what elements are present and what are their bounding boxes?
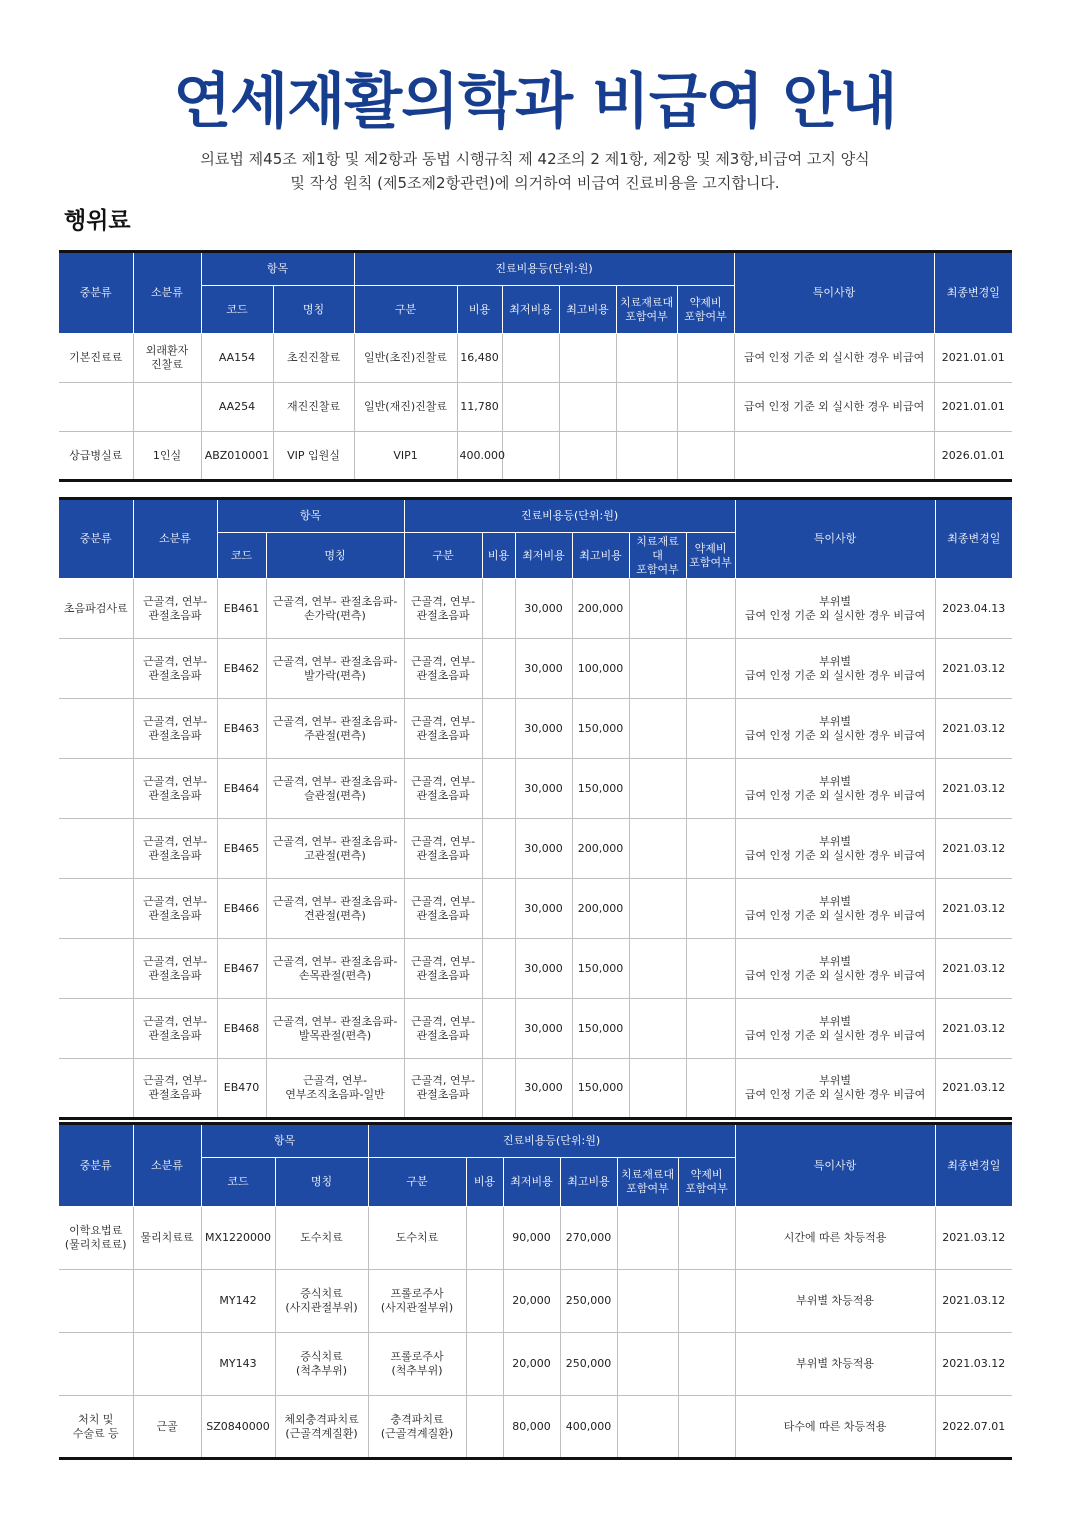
cell-type: 일반(재진)진찰료 — [354, 383, 457, 432]
table-row — [59, 819, 1012, 879]
cell-drug — [678, 1396, 735, 1459]
header-drug: 약제비 포함여부 — [686, 533, 735, 579]
header-item: 항목 — [217, 499, 404, 533]
cell-max-cost — [559, 383, 616, 432]
cell-type: 근골격, 연부- 관절초음파 — [404, 879, 482, 939]
cell-cost — [482, 579, 515, 639]
cell-date: 2021.03.12 — [935, 639, 1012, 699]
cell-drug — [686, 579, 735, 639]
cell-major — [59, 939, 133, 999]
cell-major — [59, 879, 133, 939]
cell-code: EB463 — [217, 699, 266, 759]
header-cost-group: 진료비용등(단위:원) — [368, 1124, 735, 1158]
cell-note: 급여 인정 기준 외 실시한 경우 비급여 — [734, 334, 934, 383]
cell-note — [734, 432, 934, 481]
cell-min-cost: 30,000 — [515, 999, 572, 1059]
cell-drug — [678, 1270, 735, 1333]
cell-min-cost: 30,000 — [515, 1059, 572, 1119]
cell-major: 기본진료료 — [59, 334, 133, 383]
cell-type: 근골격, 연부- 관절초음파 — [404, 939, 482, 999]
cell-code: EB461 — [217, 579, 266, 639]
header-date: 최종변경일 — [935, 499, 1012, 579]
header-drug: 약제비 포함여부 — [678, 1158, 735, 1207]
cell-code: AA154 — [201, 334, 273, 383]
cell-cost: 11,780 — [457, 383, 502, 432]
header-cost-group: 진료비용등(단위:원) — [354, 252, 734, 286]
cell-drug — [677, 383, 734, 432]
cell-type: 근골격, 연부- 관절초음파 — [404, 999, 482, 1059]
cell-minor: 물리치료료 — [133, 1207, 201, 1270]
cell-major — [59, 819, 133, 879]
cell-drug — [686, 639, 735, 699]
cell-type: 도수치료 — [368, 1207, 466, 1270]
header-type: 구분 — [354, 286, 457, 334]
cell-min-cost: 20,000 — [503, 1270, 560, 1333]
cell-material — [617, 1270, 678, 1333]
cell-major — [59, 699, 133, 759]
cell-name: 근골격, 연부- 관절초음파- 주관절(편측) — [266, 699, 404, 759]
header-type: 구분 — [368, 1158, 466, 1207]
cell-minor: 근골격, 연부- 관절초음파 — [133, 759, 217, 819]
cell-min-cost: 90,000 — [503, 1207, 560, 1270]
cell-minor — [133, 1333, 201, 1396]
cell-max-cost: 150,000 — [572, 1059, 629, 1119]
cell-date: 2021.01.01 — [934, 383, 1012, 432]
cell-material — [616, 334, 677, 383]
cell-max-cost: 200,000 — [572, 819, 629, 879]
header-min-cost: 최저비용 — [502, 286, 559, 334]
subtitle-line-2: 및 작성 원칙 (제5조제2항관련)에 의거하여 비급여 진료비용을 고지합니다. — [290, 174, 780, 192]
cell-max-cost: 200,000 — [572, 579, 629, 639]
cell-type: 근골격, 연부- 관절초음파 — [404, 759, 482, 819]
cell-min-cost — [502, 432, 559, 481]
cell-material — [616, 383, 677, 432]
header-cost: 비용 — [457, 286, 502, 334]
cell-name: 도수치료 — [275, 1207, 368, 1270]
cell-note: 부위별 급여 인정 기준 외 실시한 경우 비급여 — [735, 819, 935, 879]
cell-code: SZ0840000 — [201, 1396, 275, 1459]
cell-cost — [482, 939, 515, 999]
header-min-cost: 최저비용 — [515, 533, 572, 579]
cell-name: VIP 입원실 — [273, 432, 354, 481]
cell-minor: 근골격, 연부- 관절초음파 — [133, 819, 217, 879]
cell-code: EB464 — [217, 759, 266, 819]
cell-material — [617, 1396, 678, 1459]
cell-max-cost: 400,000 — [560, 1396, 617, 1459]
cell-material — [629, 699, 686, 759]
header-name: 명칭 — [266, 533, 404, 579]
cell-material — [629, 999, 686, 1059]
cell-drug — [686, 999, 735, 1059]
cell-max-cost: 250,000 — [560, 1333, 617, 1396]
cell-min-cost: 30,000 — [515, 819, 572, 879]
cell-date: 2023.04.13 — [935, 579, 1012, 639]
section-title: 행위료 — [64, 208, 131, 234]
cell-code: EB465 — [217, 819, 266, 879]
cell-cost: 16,480 — [457, 334, 502, 383]
subtitle-line-1: 의료법 제45조 제1항 및 제2항과 동법 시행규칙 제 42조의 2 제1항, 제2항 및 제3항,비급여 고지 양식 — [200, 150, 870, 168]
cell-code: EB468 — [217, 999, 266, 1059]
table-row — [59, 759, 1012, 819]
cell-type: 근골격, 연부- 관절초음파 — [404, 1059, 482, 1119]
header-material: 치료재료대 포함여부 — [617, 1158, 678, 1207]
header-code: 코드 — [217, 533, 266, 579]
cell-type: 근골격, 연부- 관절초음파 — [404, 819, 482, 879]
cell-min-cost: 30,000 — [515, 759, 572, 819]
cell-major — [59, 639, 133, 699]
cell-major: 처치 및 수술료 등 — [59, 1396, 133, 1459]
header-min-cost: 최저비용 — [503, 1158, 560, 1207]
table-row — [59, 1207, 1012, 1270]
cell-code: EB466 — [217, 879, 266, 939]
header-item: 항목 — [201, 1124, 368, 1158]
cell-max-cost: 200,000 — [572, 879, 629, 939]
cell-minor: 근골격, 연부- 관절초음파 — [133, 939, 217, 999]
cell-note: 급여 인정 기준 외 실시한 경우 비급여 — [734, 383, 934, 432]
table-row — [59, 699, 1012, 759]
cell-major — [59, 383, 133, 432]
cell-minor — [133, 1270, 201, 1333]
cell-type: 근골격, 연부- 관절초음파 — [404, 699, 482, 759]
cell-code: MY143 — [201, 1333, 275, 1396]
header-note: 특이사항 — [735, 1124, 935, 1207]
cell-date: 2021.03.12 — [935, 879, 1012, 939]
header-item: 항목 — [201, 252, 354, 286]
cell-material — [617, 1333, 678, 1396]
cell-note: 부위별 급여 인정 기준 외 실시한 경우 비급여 — [735, 1059, 935, 1119]
cell-minor: 외래환자 진찰료 — [133, 334, 201, 383]
cell-name: 근골격, 연부- 관절초음파- 손목관절(편측) — [266, 939, 404, 999]
cell-cost — [482, 879, 515, 939]
cell-date: 2021.03.12 — [935, 1207, 1012, 1270]
cell-name: 근골격, 연부- 관절초음파- 슬관절(편측) — [266, 759, 404, 819]
cell-code: MY142 — [201, 1270, 275, 1333]
cell-code: EB462 — [217, 639, 266, 699]
cell-drug — [677, 334, 734, 383]
cell-max-cost: 150,000 — [572, 759, 629, 819]
table-row — [59, 432, 1012, 481]
table-row — [59, 879, 1012, 939]
cell-cost — [466, 1396, 503, 1459]
cell-note: 타수에 따른 차등적용 — [735, 1396, 935, 1459]
cell-major: 상급병실료 — [59, 432, 133, 481]
cell-minor: 1인실 — [133, 432, 201, 481]
cell-drug — [686, 759, 735, 819]
fee-table-therapy — [59, 1122, 1012, 1460]
header-major: 중분류 — [59, 1124, 133, 1207]
cell-date: 2021.03.12 — [935, 759, 1012, 819]
cell-min-cost: 20,000 — [503, 1333, 560, 1396]
header-code: 코드 — [201, 1158, 275, 1207]
cell-material — [629, 939, 686, 999]
cell-name: 근골격, 연부- 연부조직초음파-일반 — [266, 1059, 404, 1119]
cell-minor: 근골격, 연부- 관절초음파 — [133, 699, 217, 759]
table-row — [59, 383, 1012, 432]
cell-max-cost: 150,000 — [572, 999, 629, 1059]
cell-name: 체외충격파치료 (근골격계질환) — [275, 1396, 368, 1459]
header-minor: 소분류 — [133, 252, 201, 334]
cell-note: 부위별 급여 인정 기준 외 실시한 경우 비급여 — [735, 939, 935, 999]
cell-major — [59, 1270, 133, 1333]
fee-table-ultrasound — [59, 497, 1012, 1120]
header-drug: 약제비 포함여부 — [677, 286, 734, 334]
cell-minor: 근골격, 연부- 관절초음파 — [133, 1059, 217, 1119]
cell-note: 부위별 급여 인정 기준 외 실시한 경우 비급여 — [735, 579, 935, 639]
cell-material — [629, 1059, 686, 1119]
cell-drug — [686, 819, 735, 879]
header-minor: 소분류 — [133, 499, 217, 579]
cell-type: 프롤로주사 (척추부위) — [368, 1333, 466, 1396]
header-cost-group: 진료비용등(단위:원) — [404, 499, 735, 533]
cell-drug — [678, 1207, 735, 1270]
cell-min-cost: 30,000 — [515, 579, 572, 639]
cell-major — [59, 999, 133, 1059]
cell-max-cost — [559, 334, 616, 383]
cell-code: EB467 — [217, 939, 266, 999]
cell-minor: 근골격, 연부- 관절초음파 — [133, 579, 217, 639]
header-minor: 소분류 — [133, 1124, 201, 1207]
cell-code: EB470 — [217, 1059, 266, 1119]
cell-date: 2021.03.12 — [935, 1333, 1012, 1396]
cell-type: 일반(초진)진찰료 — [354, 334, 457, 383]
cell-name: 초진진찰료 — [273, 334, 354, 383]
cell-cost: 400.000 — [457, 432, 502, 481]
cell-min-cost: 30,000 — [515, 639, 572, 699]
header-major: 중분류 — [59, 499, 133, 579]
cell-name: 근골격, 연부- 관절초음파- 발가락(편측) — [266, 639, 404, 699]
cell-name: 증식치료 (척추부위) — [275, 1333, 368, 1396]
table-row — [59, 939, 1012, 999]
cell-material — [629, 759, 686, 819]
cell-date: 2021.03.12 — [935, 939, 1012, 999]
cell-name: 근골격, 연부- 관절초음파- 손가락(편측) — [266, 579, 404, 639]
cell-min-cost: 30,000 — [515, 879, 572, 939]
cell-note: 부위별 급여 인정 기준 외 실시한 경우 비급여 — [735, 759, 935, 819]
cell-note: 부위별 급여 인정 기준 외 실시한 경우 비급여 — [735, 879, 935, 939]
header-note: 특이사항 — [734, 252, 934, 334]
cell-cost — [482, 699, 515, 759]
header-date: 최종변경일 — [935, 1124, 1012, 1207]
cell-cost — [466, 1270, 503, 1333]
cell-drug — [686, 879, 735, 939]
cell-cost — [482, 999, 515, 1059]
header-material: 치료재료대 포함여부 — [629, 533, 686, 579]
cell-name: 증식치료 (사지관절부위) — [275, 1270, 368, 1333]
table-row — [59, 579, 1012, 639]
header-max-cost: 최고비용 — [559, 286, 616, 334]
cell-minor — [133, 383, 201, 432]
cell-material — [629, 639, 686, 699]
cell-major — [59, 759, 133, 819]
header-major: 중분류 — [59, 252, 133, 334]
header-name: 명칭 — [275, 1158, 368, 1207]
cell-drug — [678, 1333, 735, 1396]
cell-max-cost: 150,000 — [572, 939, 629, 999]
cell-type: 근골격, 연부- 관절초음파 — [404, 639, 482, 699]
cell-minor: 근골격, 연부- 관절초음파 — [133, 639, 217, 699]
cell-minor: 근골격, 연부- 관절초음파 — [133, 999, 217, 1059]
cell-name: 근골격, 연부- 관절초음파- 발목관절(편측) — [266, 999, 404, 1059]
cell-type: 근골격, 연부- 관절초음파 — [404, 579, 482, 639]
header-cost: 비용 — [482, 533, 515, 579]
header-note: 특이사항 — [735, 499, 935, 579]
header-material: 치료재료대 포함여부 — [616, 286, 677, 334]
cell-min-cost: 80,000 — [503, 1396, 560, 1459]
cell-date: 2021.03.12 — [935, 1059, 1012, 1119]
cell-cost — [482, 819, 515, 879]
cell-date: 2021.03.12 — [935, 999, 1012, 1059]
cell-name: 근골격, 연부- 관절초음파- 고관절(편측) — [266, 819, 404, 879]
cell-minor: 근골격, 연부- 관절초음파 — [133, 879, 217, 939]
cell-major: 이학요법료 (물리치료료) — [59, 1207, 133, 1270]
cell-name: 재진진찰료 — [273, 383, 354, 432]
cell-cost — [482, 759, 515, 819]
cell-max-cost: 100,000 — [572, 639, 629, 699]
header-code: 코드 — [201, 286, 273, 334]
cell-material — [617, 1207, 678, 1270]
cell-max-cost: 270,000 — [560, 1207, 617, 1270]
cell-note: 부위별 급여 인정 기준 외 실시한 경우 비급여 — [735, 999, 935, 1059]
cell-note: 부위별 급여 인정 기준 외 실시한 경우 비급여 — [735, 699, 935, 759]
cell-type: VIP1 — [354, 432, 457, 481]
cell-min-cost — [502, 334, 559, 383]
cell-cost — [466, 1207, 503, 1270]
fee-table-basic — [59, 250, 1012, 482]
table-row — [59, 1396, 1012, 1459]
cell-date: 2022.07.01 — [935, 1396, 1012, 1459]
cell-code: MX1220000 — [201, 1207, 275, 1270]
table-row — [59, 999, 1012, 1059]
cell-drug — [686, 1059, 735, 1119]
header-max-cost: 최고비용 — [560, 1158, 617, 1207]
cell-material — [629, 879, 686, 939]
header-name: 명칭 — [273, 286, 354, 334]
cell-note: 부위별 차등적용 — [735, 1333, 935, 1396]
cell-minor: 근골 — [133, 1396, 201, 1459]
cell-note: 부위별 급여 인정 기준 외 실시한 경우 비급여 — [735, 639, 935, 699]
cell-material — [629, 819, 686, 879]
cell-cost — [482, 639, 515, 699]
cell-min-cost: 30,000 — [515, 939, 572, 999]
page-title: 연세재활의학과 비급여 안내 — [173, 67, 897, 137]
cell-min-cost — [502, 383, 559, 432]
cell-drug — [677, 432, 734, 481]
header-type: 구분 — [404, 533, 482, 579]
cell-type: 충격파치료 (근골격계질환) — [368, 1396, 466, 1459]
cell-material — [629, 579, 686, 639]
table-row — [59, 1059, 1012, 1119]
cell-type: 프롤로주사 (사지관절부위) — [368, 1270, 466, 1333]
header-date: 최종변경일 — [934, 252, 1012, 334]
table-row — [59, 1333, 1012, 1396]
page-subtitle — [0, 147, 1070, 195]
cell-max-cost: 250,000 — [560, 1270, 617, 1333]
cell-major — [59, 1059, 133, 1119]
cell-drug — [686, 939, 735, 999]
table-row — [59, 639, 1012, 699]
cell-code: AA254 — [201, 383, 273, 432]
cell-date: 2026.01.01 — [934, 432, 1012, 481]
cell-min-cost: 30,000 — [515, 699, 572, 759]
cell-date: 2021.03.12 — [935, 819, 1012, 879]
table-row — [59, 334, 1012, 383]
cell-note: 시간에 따른 차등적용 — [735, 1207, 935, 1270]
cell-drug — [686, 699, 735, 759]
cell-note: 부위별 차등적용 — [735, 1270, 935, 1333]
table-row — [59, 1270, 1012, 1333]
cell-name: 근골격, 연부- 관절초음파- 견관절(편측) — [266, 879, 404, 939]
cell-max-cost: 150,000 — [572, 699, 629, 759]
cell-major: 초음파검사료 — [59, 579, 133, 639]
cell-date: 2021.03.12 — [935, 1270, 1012, 1333]
cell-major — [59, 1333, 133, 1396]
cell-max-cost — [559, 432, 616, 481]
cell-cost — [482, 1059, 515, 1119]
cell-cost — [466, 1333, 503, 1396]
header-max-cost: 최고비용 — [572, 533, 629, 579]
header-cost: 비용 — [466, 1158, 503, 1207]
cell-material — [616, 432, 677, 481]
cell-code: ABZ010001 — [201, 432, 273, 481]
cell-date: 2021.01.01 — [934, 334, 1012, 383]
cell-date: 2021.03.12 — [935, 699, 1012, 759]
